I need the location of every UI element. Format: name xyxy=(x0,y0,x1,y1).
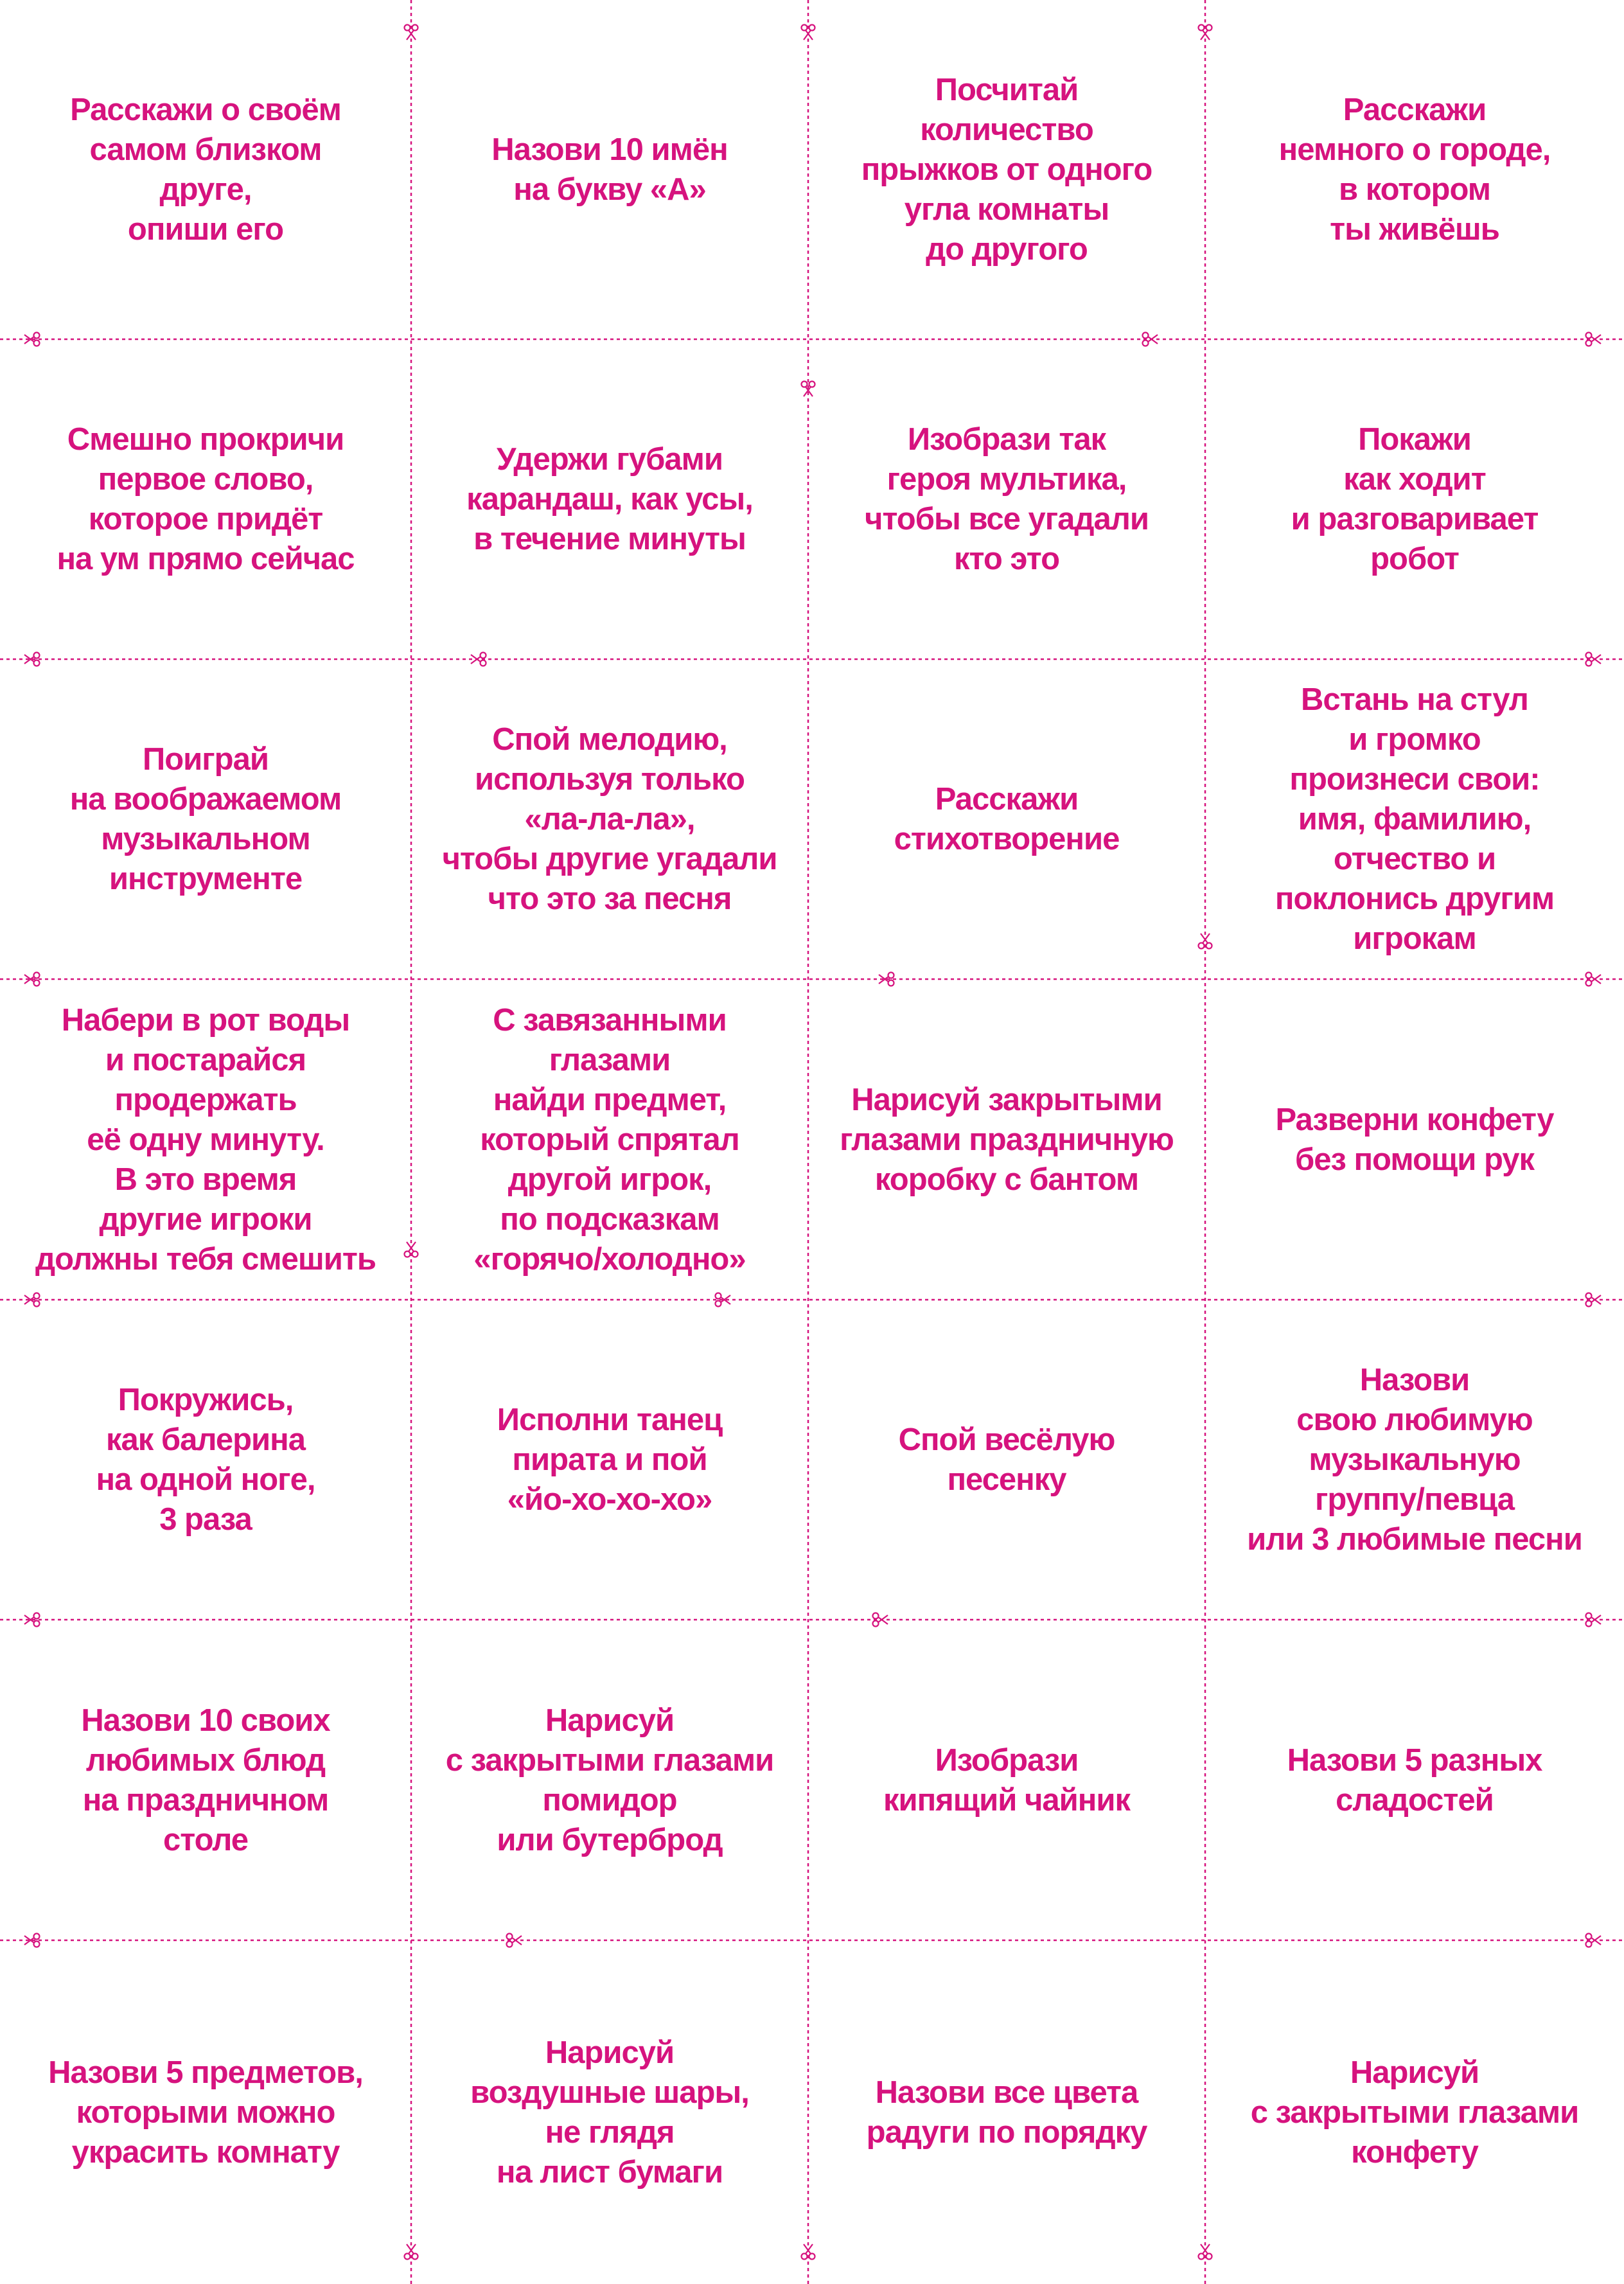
task-card xyxy=(815,346,1199,653)
task-card xyxy=(815,1626,1199,1934)
task-card xyxy=(6,1306,405,1613)
task-card-text: С завязанными глазами найди предмет, который спрятал другой игрок, по подсказкам «горячо/холодно» xyxy=(473,1002,746,1277)
task-card-text: Смешно прокричи первое слово, которое придёт на ум прямо сейчас xyxy=(57,422,355,576)
task-card-text: Встань на стул и громко произнеси свои: имя, фамилию, отчество и поклонись другим игрокам xyxy=(1275,682,1555,956)
task-card-text: Назови свою любимую музыкальную группу/певца или 3 любимые песни xyxy=(1247,1363,1582,1557)
task-card-text: Назови 5 предметов, которыми можно украсить комнату xyxy=(48,2055,363,2170)
task-card xyxy=(815,1306,1199,1613)
task-card-text: Расскажи немного о городе, в котором ты живёшь xyxy=(1278,93,1551,247)
task-card xyxy=(418,6,802,333)
task-card-text: Спой мелодию, используя только «ла-ла-ла», чтобы другие угадали что это за песня xyxy=(442,722,777,916)
task-card xyxy=(1212,666,1618,973)
task-card-text: Назови 5 разных сладостей xyxy=(1287,1742,1542,1818)
task-card xyxy=(815,1947,1199,2278)
task-card-text: Покружись, как балерина на одной ноге, 3 раза xyxy=(96,1383,315,1537)
task-card xyxy=(6,1947,405,2278)
task-card-text: Покажи как ходит и разговаривает робот xyxy=(1291,422,1539,576)
task-card xyxy=(815,6,1199,333)
task-card-text: Разверни конфету без помощи рук xyxy=(1275,1102,1554,1177)
task-card xyxy=(418,1306,802,1613)
task-card-text: Расскажи стихотворение xyxy=(894,782,1120,856)
task-card-text: Посчитай количество прыжков от одного угла комнаты до другого xyxy=(861,73,1152,267)
task-card xyxy=(6,666,405,973)
task-card-text: Набери в рот воды и постарайся продержать её одну минуту. В это время другие игроки должны тебя смешить xyxy=(35,1002,376,1277)
task-card xyxy=(6,346,405,653)
task-card-text: Удержи губами карандаш, как усы, в течение минуты xyxy=(466,442,753,556)
task-card xyxy=(1212,1306,1618,1613)
task-card-text: Спой весёлую песенку xyxy=(898,1422,1115,1497)
task-card-text: Изобрази кипящий чайник xyxy=(883,1742,1131,1818)
task-card xyxy=(815,666,1199,973)
task-card xyxy=(6,986,405,1293)
task-card xyxy=(418,1626,802,1934)
task-card-text: Нарисуй закрытыми глазами праздничную коробку с бантом xyxy=(840,1082,1174,1197)
task-card xyxy=(6,6,405,333)
task-card xyxy=(1212,1626,1618,1934)
task-card xyxy=(1212,1947,1618,2278)
task-card-text: Нарисуй с закрытыми глазами конфету xyxy=(1250,2055,1579,2170)
task-card-text: Нарисуй воздушные шары, не глядя на лист бумаги xyxy=(470,2035,749,2190)
task-card xyxy=(6,1626,405,1934)
task-card xyxy=(1212,986,1618,1293)
task-card-text: Исполни танец пирата и пой «йо-хо-хо-хо» xyxy=(497,1403,723,1517)
task-card xyxy=(1212,6,1618,333)
task-card-text: Изобрази так героя мультика, чтобы все угадали кто это xyxy=(865,422,1149,576)
task-card-text: Назови 10 своих любимых блюд на праздничном столе xyxy=(81,1703,330,1857)
task-card-text: Назови 10 имён на букву «А» xyxy=(491,132,728,207)
task-card xyxy=(815,986,1199,1293)
task-card xyxy=(418,346,802,653)
task-card xyxy=(418,1947,802,2278)
task-card xyxy=(1212,346,1618,653)
task-card-text: Нарисуй с закрытыми глазами помидор или бутерброд xyxy=(445,1703,774,1857)
task-card-text: Назови все цвета радуги по порядку xyxy=(866,2075,1147,2150)
task-card xyxy=(418,986,802,1293)
task-card xyxy=(418,666,802,973)
task-card-text: Поиграй на воображаемом музыкальном инструменте xyxy=(69,742,342,896)
task-card-text: Расскажи о своём самом близком друге, опиши его xyxy=(70,93,341,247)
